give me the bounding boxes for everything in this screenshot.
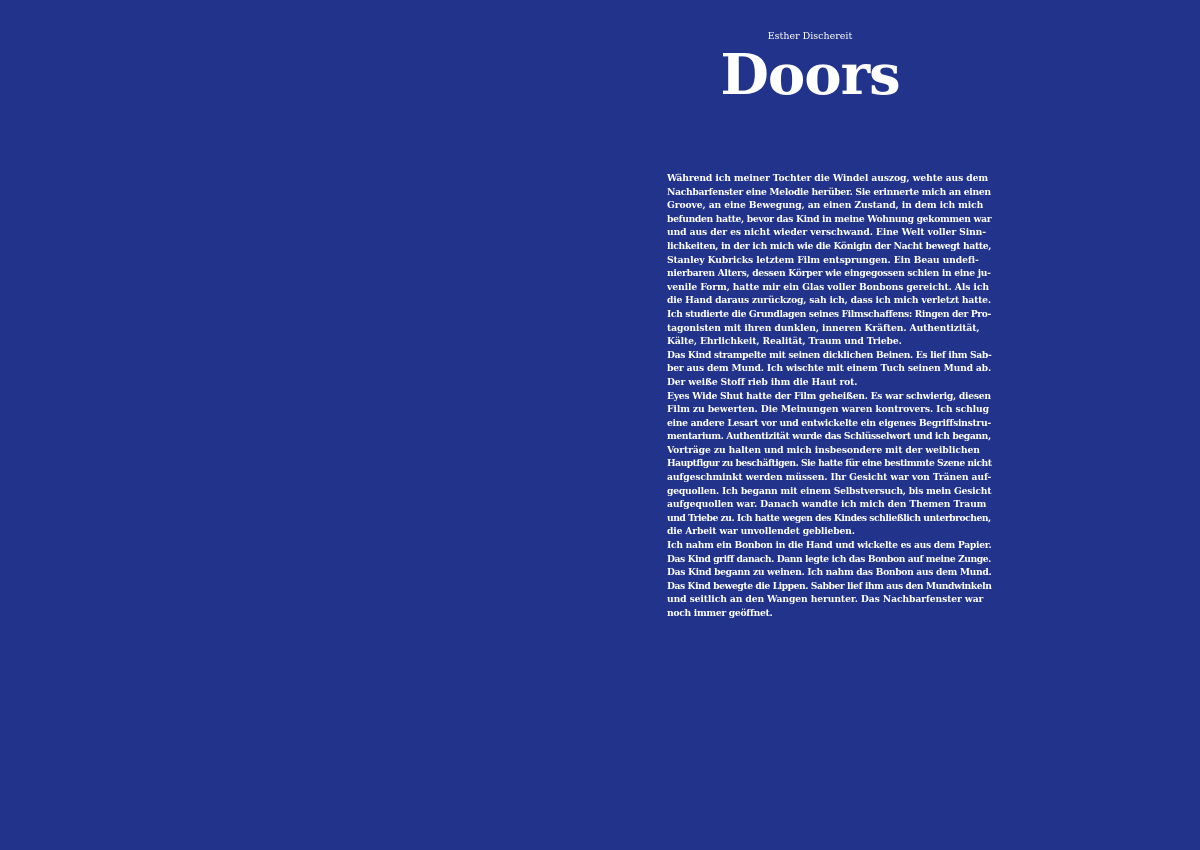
body-line: Groove, an eine Bewegung, an einen Zustand, in dem ich mich (667, 200, 984, 212)
body-line: noch immer geöffnet. (667, 608, 773, 619)
body-line: Das Kind begann zu weinen. Ich nahm das Bonbon aus dem Mund. (667, 567, 992, 579)
body-line: befunden hatte, bevor das Kind in meine Wohnung gekommen war (667, 213, 992, 225)
body-line: Der weiße Stoff rieb ihm die Haut rot. (667, 376, 858, 388)
body-line: lichkeiten, in der ich mich wie die Königin der Nacht bewegt hatte, (667, 240, 992, 252)
body-line: aufgeschminkt werden müssen. Ihr Gesicht war von Tränen auf- (667, 472, 992, 484)
body-line: mentarium. Authentizität wurde das Schlüsselwort und ich begann, (667, 431, 991, 443)
body-line: Das Kind bewegte die Lippen. Sabber lief ihm aus den Mundwinkeln (667, 580, 992, 592)
body-line: Während ich meiner Tochter die Windel auszog, wehte aus dem (667, 173, 988, 184)
page-title: Doors (720, 42, 900, 108)
body-line: und seitlich an den Wangen herunter. Das Nachbarfenster war (667, 594, 984, 606)
body-line: Film zu bewerten. Die Meinungen waren kontrovers. Ich schlug (667, 404, 989, 416)
body-line: Nachbarfenster eine Melodie herüber. Sie erinnerte mich an einen (667, 186, 991, 198)
body-line: gequollen. Ich begann mit einem Selbstversuch, bis mein Gesicht (667, 485, 992, 497)
body-line: Das Kind strampelte mit seinen dicklichen Beinen. Es lief ihm Sab- (667, 349, 992, 361)
body-line: und aus der es nicht wieder verschwand. Eine Welt voller Sinn- (667, 227, 986, 239)
body-line: tagonisten mit ihren dunklen, inneren Kräften. Authentizität, (667, 322, 980, 334)
body-line: Eyes Wide Shut hatte der Film geheißen. Es war schwierig, diesen (667, 390, 991, 402)
author-name: Esther Dischereit (767, 31, 853, 42)
body-line: Ich studierte die Grundlagen seines Filmschaffens: Ringen der Pro- (667, 308, 991, 320)
body-line: Kälte, Ehrlichkeit, Realität, Traum und Triebe. (667, 336, 902, 348)
body-line: die Arbeit war unvollendet geblieben. (667, 526, 855, 538)
body-line: eine andere Lesart vor und entwickelte ein eigenes Begriffsinstru- (667, 417, 991, 429)
body-line: Das Kind griff danach. Dann legte ich das Bonbon auf meine Zunge. (667, 553, 991, 565)
body-line: Hauptfigur zu beschäftigen. Sie hatte für eine bestimmte Szene nicht (667, 458, 992, 470)
body-line: Ich nahm ein Bonbon in die Hand und wickelte es aus dem Papier. (667, 540, 992, 552)
body-line: und Triebe zu. Ich hatte wegen des Kindes schließlich unterbrochen, (667, 512, 991, 524)
body-text (667, 172, 997, 621)
body-line: Vorträge zu halten und mich insbesondere mit der weiblichen (667, 444, 980, 456)
body-line: nierbaren Alters, dessen Körper wie eingegossen schien in eine ju- (667, 268, 991, 280)
body-line: die Hand daraus zurückzog, sah ich, dass ich mich verletzt hatte. (667, 295, 991, 307)
body-line: ber aus dem Mund. Ich wischte mit einem Tuch seinen Mund ab. (667, 363, 991, 375)
body-line: venile Form, hatte mir ein Glas voller Bonbons gereicht. Als ich (667, 281, 989, 293)
body-line: aufgequollen war. Danach wandte ich mich den Themen Traum (667, 499, 987, 511)
body-line: Stanley Kubricks letztem Film entsprungen. Ein Beau undefi- (667, 254, 979, 266)
